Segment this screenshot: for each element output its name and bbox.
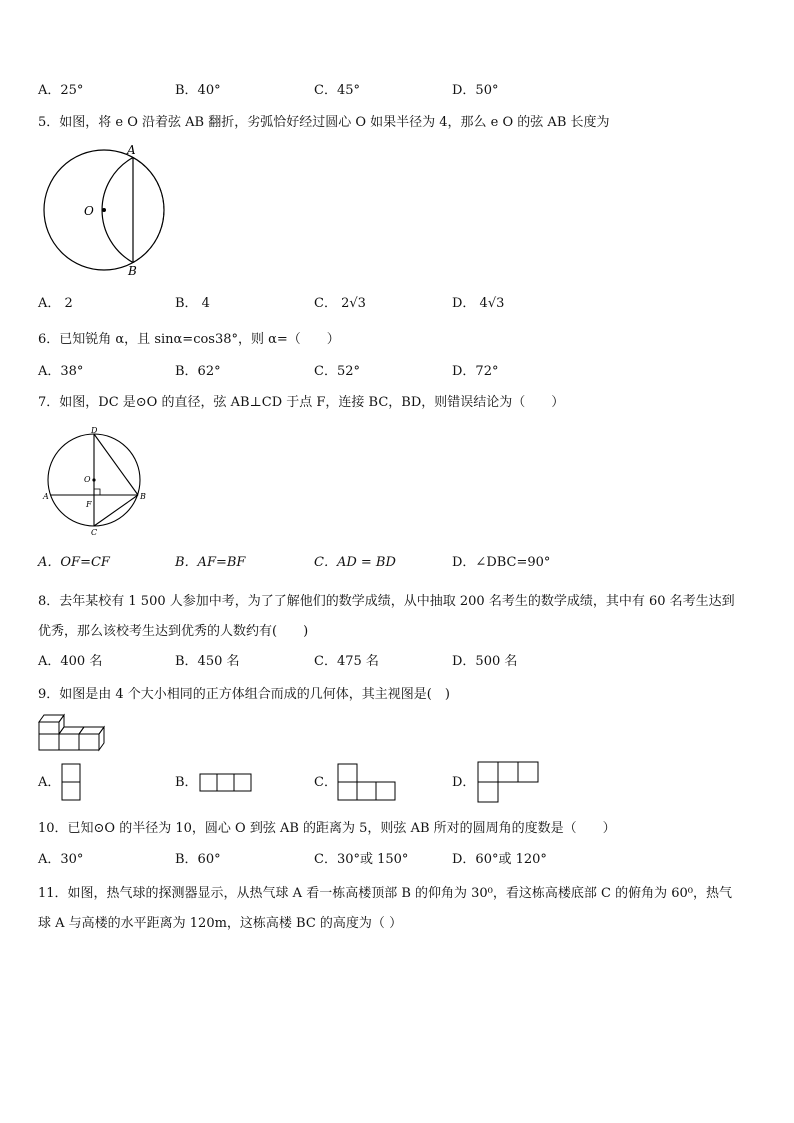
q7-label-o: O <box>84 475 91 484</box>
q9-option-a: A． <box>38 775 61 790</box>
q10-option-a: A．30° <box>38 852 84 867</box>
q6-stem: 6．已知锐角 α，且 sinα=cos38°，则 α=（ ） <box>38 332 340 347</box>
q7-option-d: D．∠DBC=90° <box>452 555 551 570</box>
q7-center-dot <box>92 478 95 481</box>
q8-option-a: A．400 名 <box>38 654 103 669</box>
q7-figure <box>40 425 155 537</box>
q5-folded-arc <box>102 158 133 263</box>
q7-segment-bc <box>94 495 138 526</box>
q5-option-d: D． 4√3 <box>452 296 505 311</box>
q9-stem: 9．如图是由 4 个大小相同的正方体组合而成的几何体，其主视图是( ) <box>38 687 450 702</box>
q7-label-c: C <box>91 528 98 537</box>
q5-label-o: O <box>84 204 94 218</box>
q10-option-c: C．30°或 150° <box>314 852 409 867</box>
q7-label-f: F <box>86 500 92 509</box>
q5-center-dot <box>102 208 106 212</box>
q5-label-a: A <box>127 143 136 157</box>
q5-option-a: A． 2 <box>38 296 73 311</box>
q5-stem: 5．如图，将 e O 沿着弦 AB 翻折，劣弧恰好经过圆心 O 如果半径为 4，那么 e O 的弦 AB 长度为 <box>38 115 610 130</box>
q5-figure <box>36 140 171 280</box>
q7-label-d: D <box>91 426 98 435</box>
q7-segment-bd <box>94 434 138 495</box>
q7-option-a: A．OF=CF <box>38 555 110 570</box>
q4-option-a: A．25° <box>38 83 84 98</box>
q10-option-b: B．60° <box>175 852 221 867</box>
q8-option-b: B．450 名 <box>175 654 240 669</box>
q9-option-a-view <box>60 762 82 802</box>
q9-option-d-view <box>476 760 542 804</box>
q11-stem-line1: 11．如图，热气球的探测器显示，从热气球 A 看一栋高楼顶部 B 的仰角为 30⁰，看这栋高楼底部 C 的俯角为 60⁰，热气 <box>38 886 732 901</box>
q9-option-b: B． <box>175 775 198 790</box>
q9-option-d: D． <box>452 775 476 790</box>
q6-option-d: D．72° <box>452 364 499 379</box>
q7-label-a: A <box>43 492 49 501</box>
q7-right-angle-mark <box>94 489 100 495</box>
q10-stem: 10．已知⊙O 的半径为 10，圆心 O 到弦 AB 的距离为 5，则弦 AB 所对的圆周角的度数是（ ） <box>38 821 616 836</box>
q8-option-c: C．475 名 <box>314 654 379 669</box>
q8-option-d: D．500 名 <box>452 654 518 669</box>
q5-label-b: B <box>128 264 137 278</box>
q9-option-c-view <box>336 762 398 802</box>
q5-dashed-arc <box>133 158 164 263</box>
q7-option-b: B．AF=BF <box>175 555 246 570</box>
q9-option-b-view <box>198 772 256 794</box>
q6-option-b: B．62° <box>175 364 221 379</box>
q4-option-b: B．40° <box>175 83 221 98</box>
q7-stem: 7．如图，DC 是⊙O 的直径，弦 AB⊥CD 于点 F，连接 BC，BD，则错误结论为（ ） <box>38 395 565 410</box>
q9-solid-figure <box>36 708 106 752</box>
q6-option-a: A．38° <box>38 364 84 379</box>
q7-label-b: B <box>140 492 146 501</box>
q4-option-c: C．45° <box>314 83 360 98</box>
q11-stem-line2: 球 A 与高楼的水平距离为 120m，这栋高楼 BC 的高度为（ ） <box>38 916 403 931</box>
q9-option-c: C． <box>314 775 337 790</box>
q6-option-c: C．52° <box>314 364 360 379</box>
q10-option-d: D．60°或 120° <box>452 852 547 867</box>
q7-option-c: C．AD = BD <box>314 555 396 570</box>
q8-stem-line1: 8．去年某校有 1 500 人参加中考，为了了解他们的数学成绩，从中抽取 200 名考生的数学成绩，其中有 60 名考生达到 <box>38 594 735 609</box>
q5-option-c: C． 2√3 <box>314 296 366 311</box>
q8-stem-line2: 优秀，那么该校考生达到优秀的人数约有( ) <box>38 624 309 639</box>
q4-option-d: D．50° <box>452 83 499 98</box>
q5-option-b: B． 4 <box>175 296 210 311</box>
